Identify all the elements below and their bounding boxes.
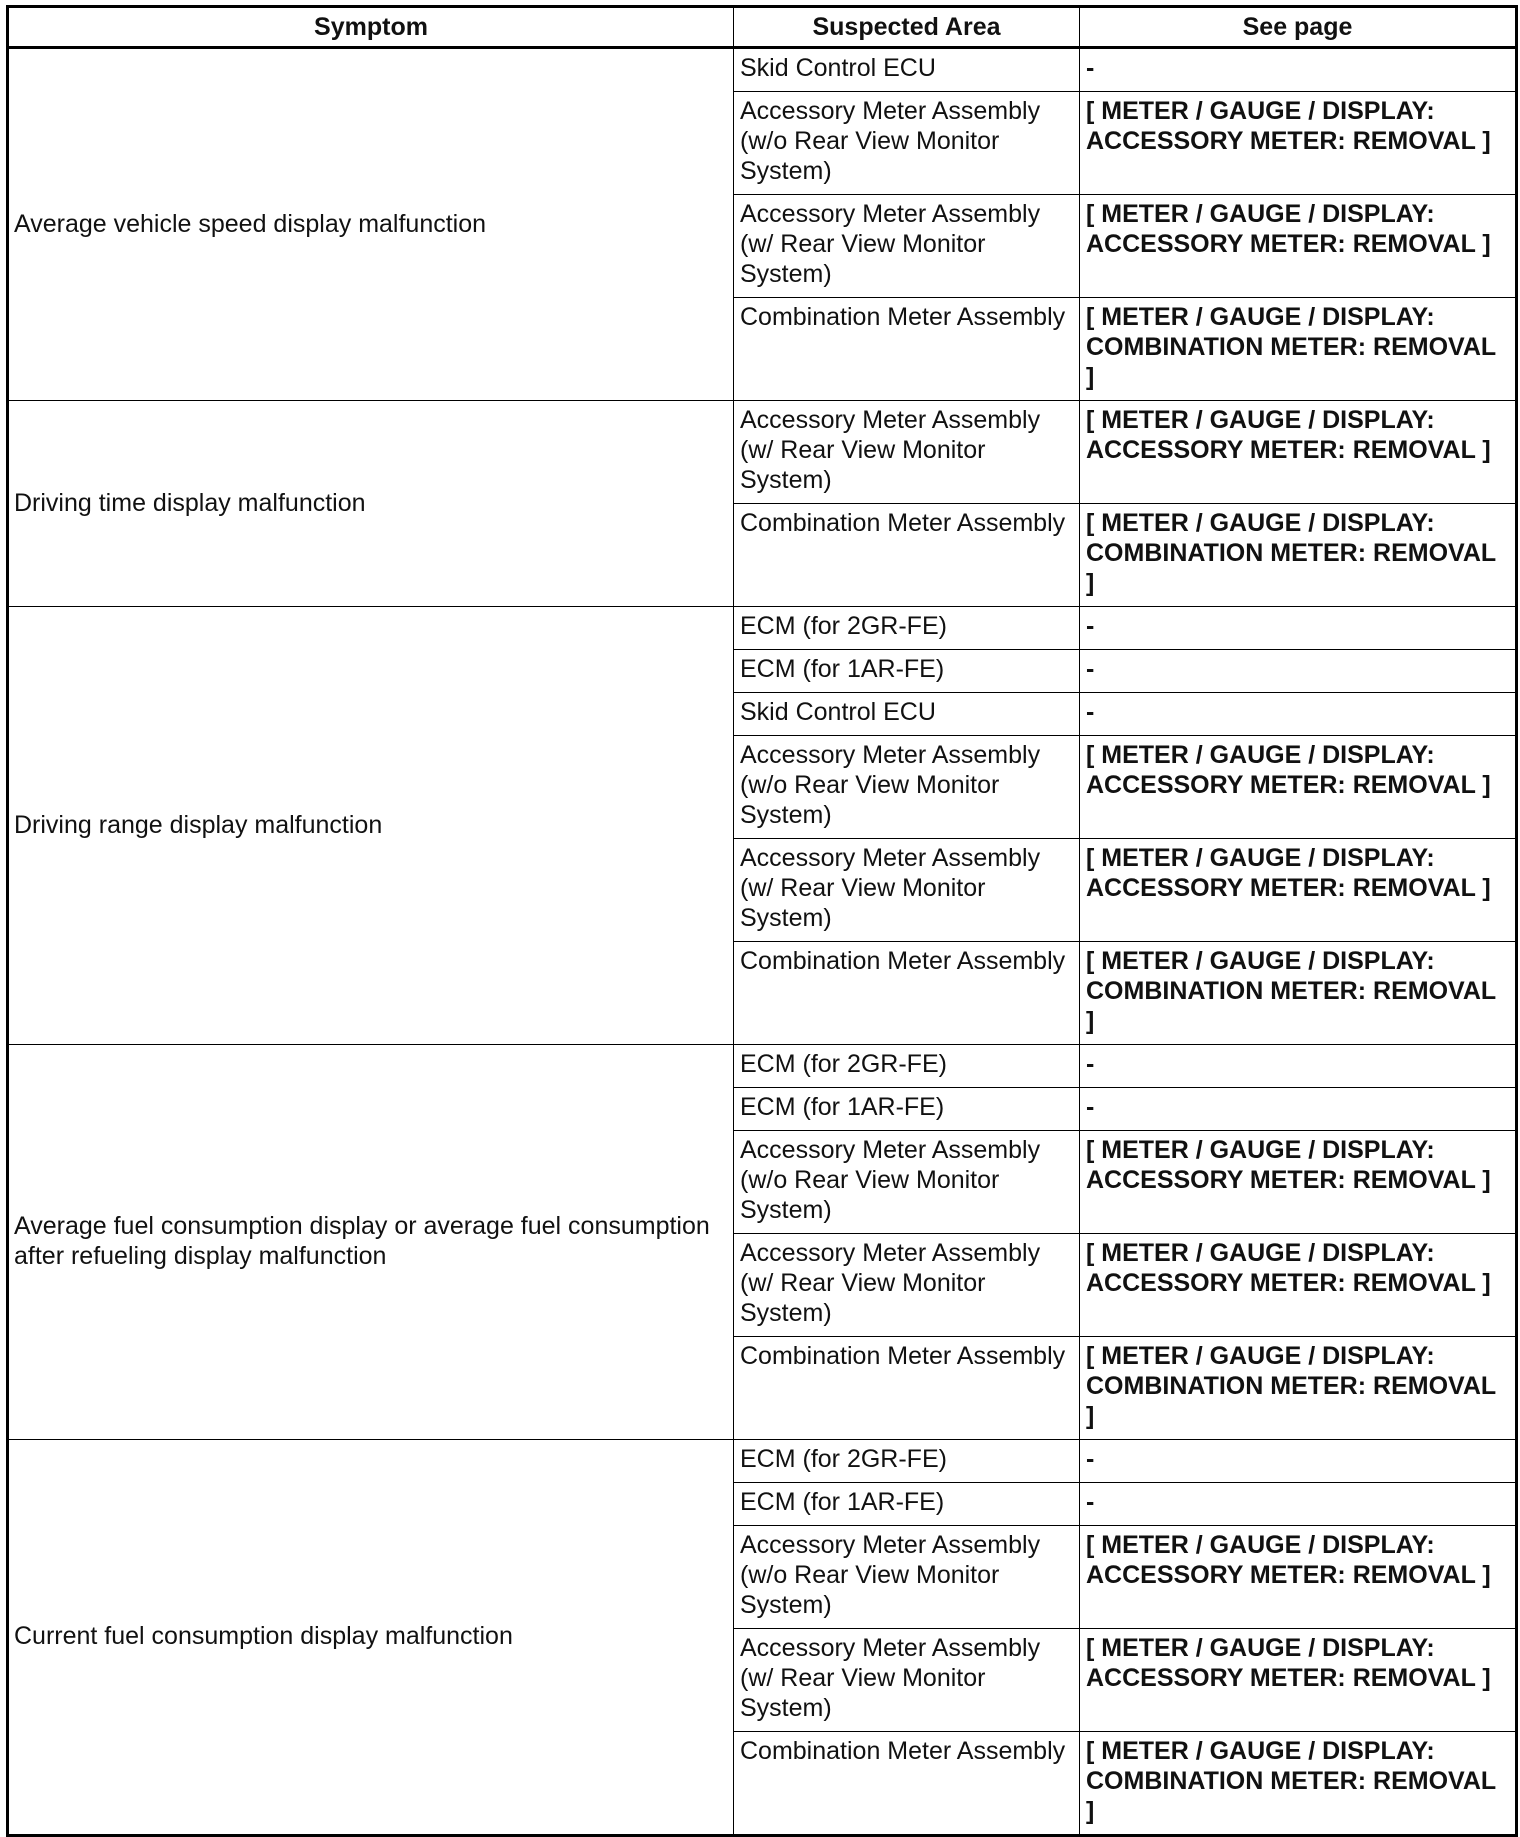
see-page-cell: -	[1080, 607, 1517, 650]
see-page-link[interactable]: [ METER / GAUGE / DISPLAY: COMBINATION METER: REMOVAL ]	[1080, 1732, 1517, 1836]
suspected-area-cell: Accessory Meter Assembly (w/o Rear View Monitor System)	[734, 92, 1080, 195]
suspected-area-cell: Combination Meter Assembly	[734, 1337, 1080, 1440]
see-page-link[interactable]: [ METER / GAUGE / DISPLAY: ACCESSORY METER: REMOVAL ]	[1080, 401, 1517, 504]
see-page-link[interactable]: [ METER / GAUGE / DISPLAY: ACCESSORY METER: REMOVAL ]	[1080, 1526, 1517, 1629]
see-page-link[interactable]: [ METER / GAUGE / DISPLAY: ACCESSORY METER: REMOVAL ]	[1080, 736, 1517, 839]
see-page-cell: -	[1080, 48, 1517, 92]
suspected-area-cell: Combination Meter Assembly	[734, 298, 1080, 401]
suspected-area-cell: Accessory Meter Assembly (w/ Rear View Monitor System)	[734, 195, 1080, 298]
symptom-cell: Driving time display malfunction	[8, 401, 734, 607]
see-page-link[interactable]: [ METER / GAUGE / DISPLAY: ACCESSORY METER: REMOVAL ]	[1080, 195, 1517, 298]
see-page-link[interactable]: [ METER / GAUGE / DISPLAY: COMBINATION METER: REMOVAL ]	[1080, 298, 1517, 401]
suspected-area-cell: Accessory Meter Assembly (w/o Rear View Monitor System)	[734, 736, 1080, 839]
table-row	[8, 1045, 1517, 1088]
suspected-area-cell: Skid Control ECU	[734, 48, 1080, 92]
suspected-area-cell: ECM (for 2GR-FE)	[734, 1440, 1080, 1483]
see-page-link[interactable]: [ METER / GAUGE / DISPLAY: ACCESSORY METER: REMOVAL ]	[1080, 1629, 1517, 1732]
table-row	[8, 48, 1517, 92]
see-page-cell: -	[1080, 1440, 1517, 1483]
suspected-area-cell: Accessory Meter Assembly (w/o Rear View Monitor System)	[734, 1131, 1080, 1234]
table-row	[8, 401, 1517, 504]
suspected-area-cell: Accessory Meter Assembly (w/ Rear View Monitor System)	[734, 1234, 1080, 1337]
suspected-area-cell: ECM (for 1AR-FE)	[734, 650, 1080, 693]
see-page-cell: -	[1080, 1045, 1517, 1088]
see-page-link[interactable]: [ METER / GAUGE / DISPLAY: COMBINATION METER: REMOVAL ]	[1080, 942, 1517, 1045]
problem-symptoms-table	[6, 5, 1518, 1837]
symptom-cell: Driving range display malfunction	[8, 607, 734, 1045]
see-page-link[interactable]: [ METER / GAUGE / DISPLAY: ACCESSORY METER: REMOVAL ]	[1080, 92, 1517, 195]
see-page-link[interactable]: [ METER / GAUGE / DISPLAY: ACCESSORY METER: REMOVAL ]	[1080, 1131, 1517, 1234]
see-page-cell: -	[1080, 650, 1517, 693]
symptom-cell: Average vehicle speed display malfunction	[8, 48, 734, 401]
suspected-area-cell: Combination Meter Assembly	[734, 504, 1080, 607]
suspected-area-cell: ECM (for 1AR-FE)	[734, 1483, 1080, 1526]
suspected-area-cell: ECM (for 2GR-FE)	[734, 607, 1080, 650]
suspected-area-cell: Accessory Meter Assembly (w/o Rear View Monitor System)	[734, 1526, 1080, 1629]
see-page-cell: -	[1080, 1483, 1517, 1526]
table-row	[8, 1440, 1517, 1483]
suspected-area-cell: Combination Meter Assembly	[734, 942, 1080, 1045]
table-row	[8, 607, 1517, 650]
suspected-area-cell: Combination Meter Assembly	[734, 1732, 1080, 1836]
see-page-link[interactable]: [ METER / GAUGE / DISPLAY: ACCESSORY METER: REMOVAL ]	[1080, 839, 1517, 942]
see-page-cell: -	[1080, 1088, 1517, 1131]
symptom-cell: Average fuel consumption display or average fuel consumption after refueling display malfunction	[8, 1045, 734, 1440]
see-page-cell: -	[1080, 693, 1517, 736]
suspected-area-cell: Accessory Meter Assembly (w/ Rear View Monitor System)	[734, 839, 1080, 942]
header-symptom: Symptom	[8, 7, 734, 48]
see-page-link[interactable]: [ METER / GAUGE / DISPLAY: COMBINATION METER: REMOVAL ]	[1080, 1337, 1517, 1440]
header-see-page: See page	[1080, 7, 1517, 48]
symptom-cell: Current fuel consumption display malfunction	[8, 1440, 734, 1836]
suspected-area-cell: ECM (for 1AR-FE)	[734, 1088, 1080, 1131]
suspected-area-cell: Accessory Meter Assembly (w/ Rear View Monitor System)	[734, 401, 1080, 504]
see-page-link[interactable]: [ METER / GAUGE / DISPLAY: ACCESSORY METER: REMOVAL ]	[1080, 1234, 1517, 1337]
suspected-area-cell: ECM (for 2GR-FE)	[734, 1045, 1080, 1088]
header-suspected-area: Suspected Area	[734, 7, 1080, 48]
suspected-area-cell: Accessory Meter Assembly (w/ Rear View Monitor System)	[734, 1629, 1080, 1732]
suspected-area-cell: Skid Control ECU	[734, 693, 1080, 736]
see-page-link[interactable]: [ METER / GAUGE / DISPLAY: COMBINATION METER: REMOVAL ]	[1080, 504, 1517, 607]
problem-symptoms-table-sheet	[6, 5, 1515, 1837]
table-header-row	[8, 7, 1517, 48]
